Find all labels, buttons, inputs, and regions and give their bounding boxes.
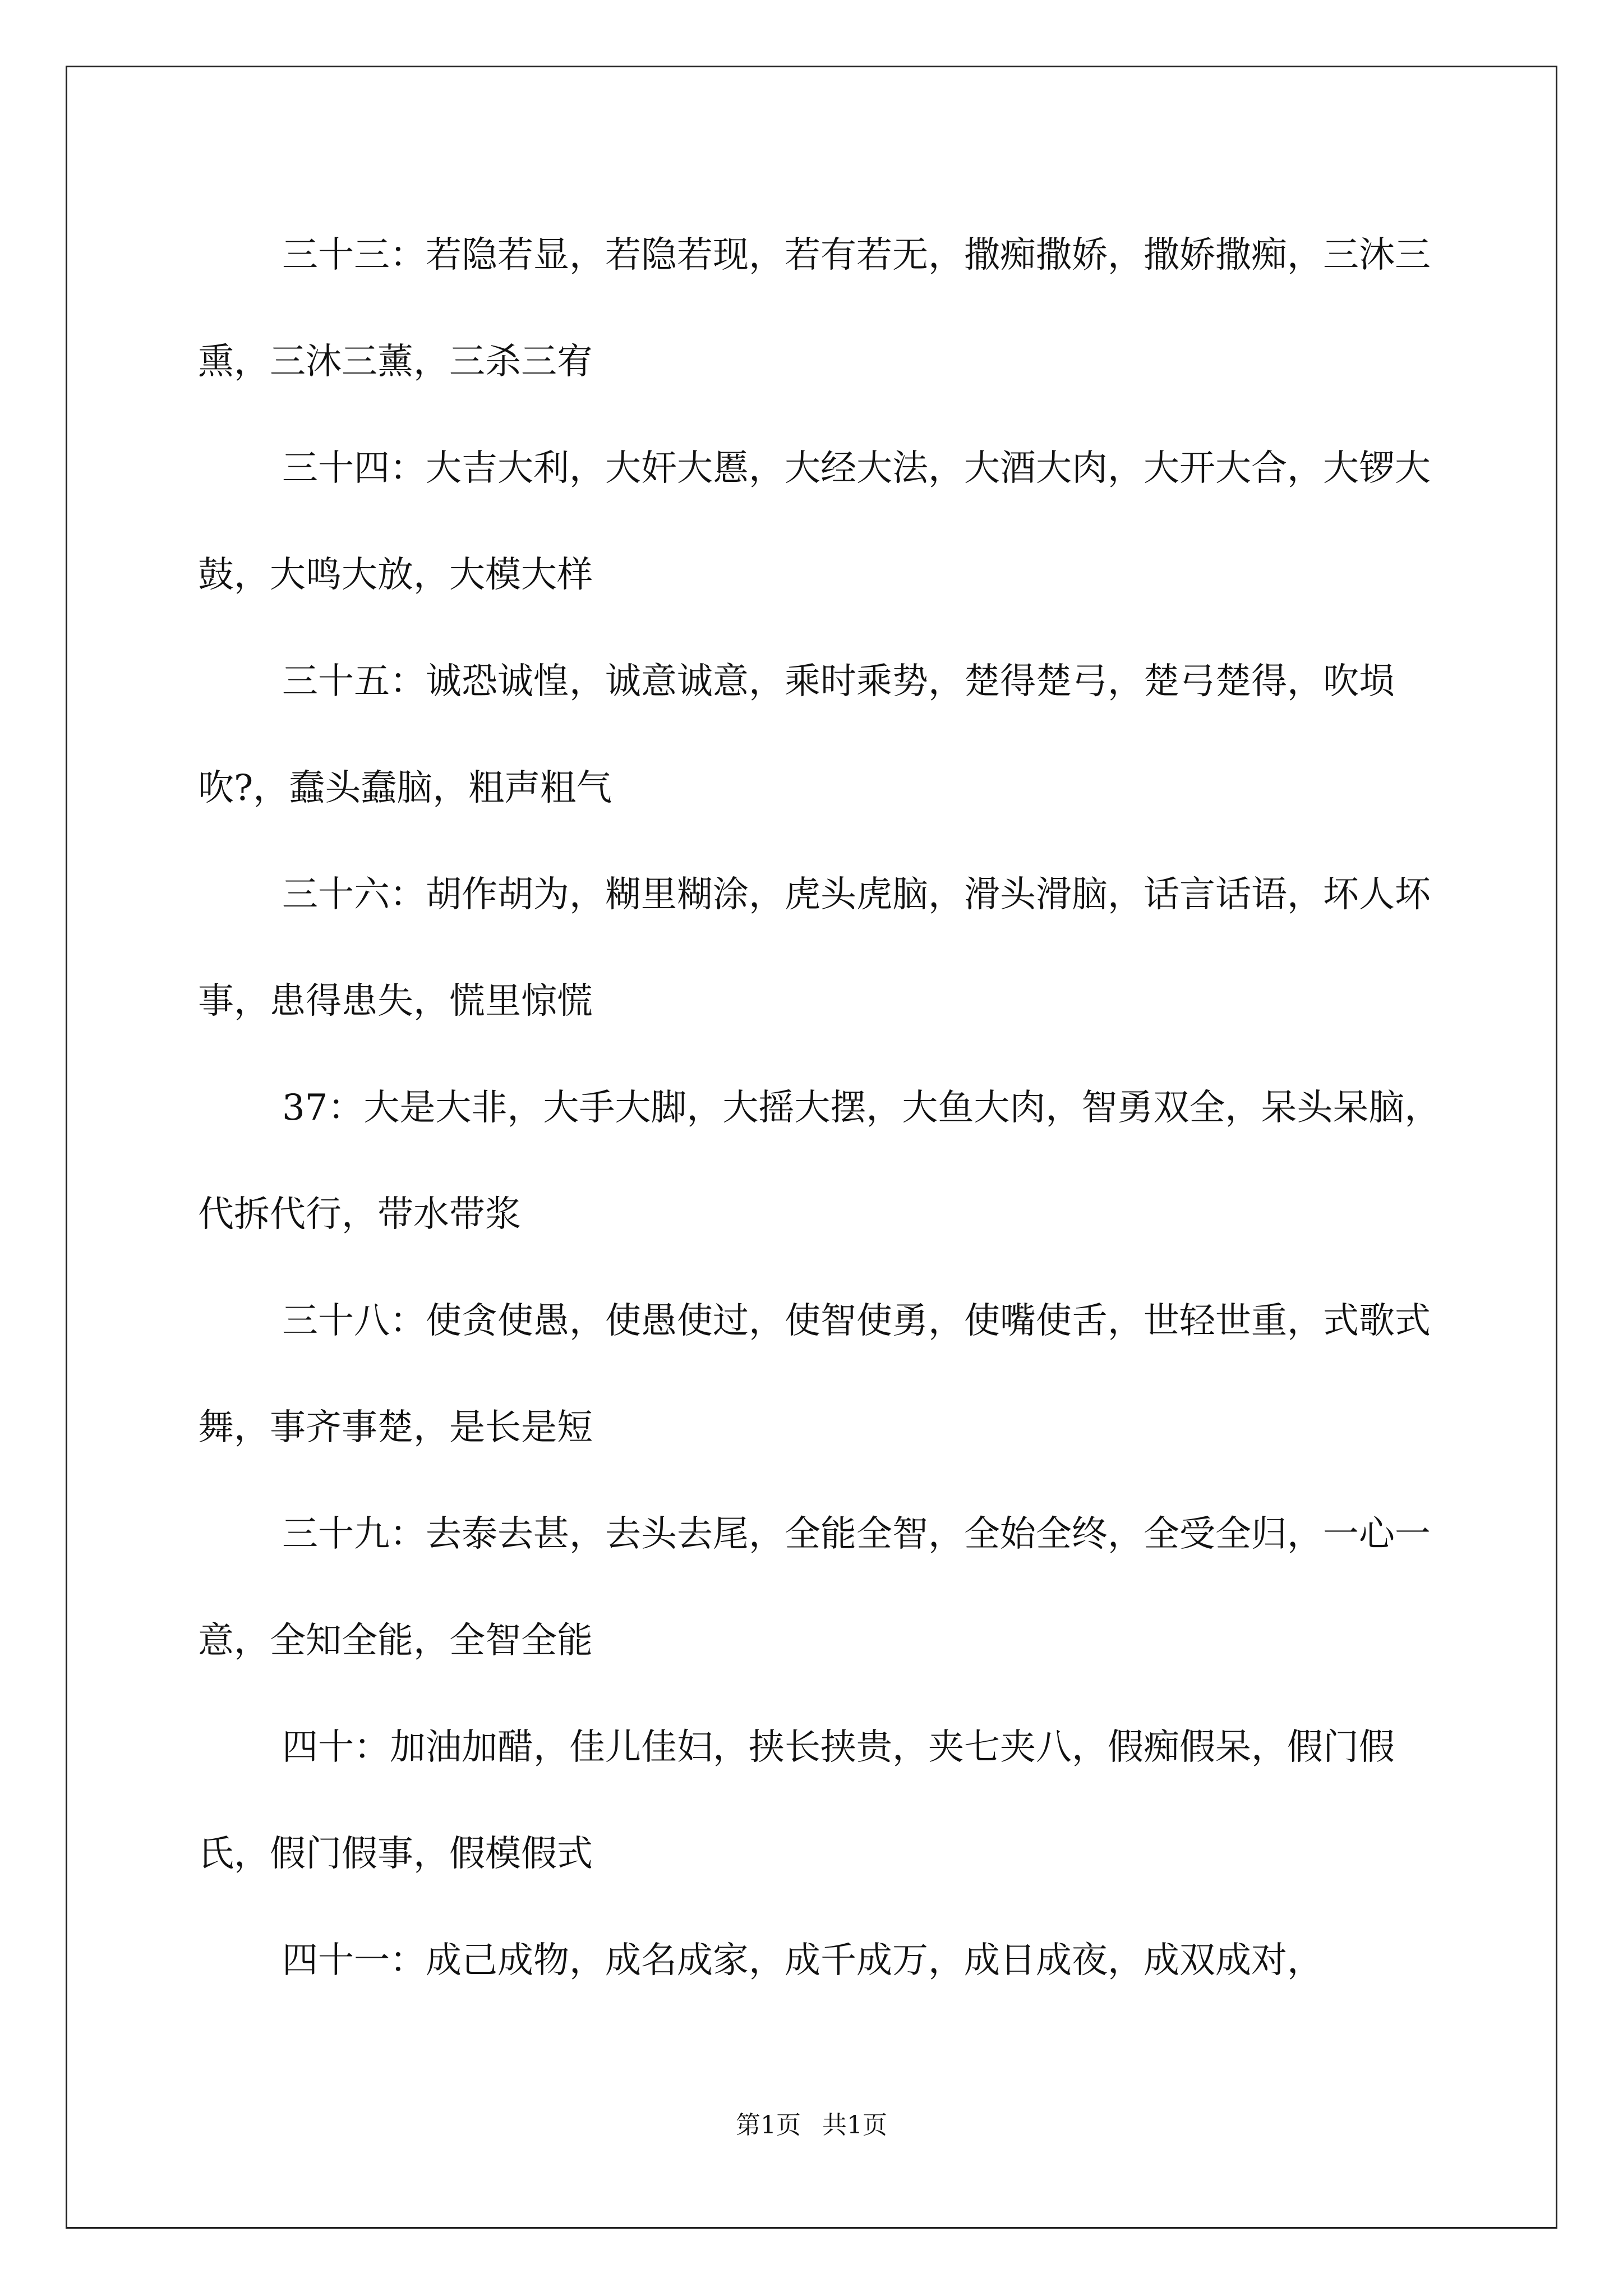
- paragraph-38: 三十八：使贪使愚，使愚使过，使智使勇，使嘴使舌，世轻世重，式歌式舞，事齐事楚，是长是短: [198, 1300, 1431, 1448]
- paragraph-39: 三十九：去泰去甚，去头去尾，全能全智，全始全终，全受全归，一心一意，全知全能，全智全能: [198, 1513, 1431, 1662]
- document-body: [198, 202, 1460, 2014]
- paragraph-34: 三十四：大吉大利，大奸大慝，大经大法，大酒大肉，大开大合，大锣大鼓，大鸣大放，大模大样: [198, 448, 1431, 596]
- paragraph-35: 三十五：诚恐诚惶，诚意诚意，乘时乘势，楚得楚弓，楚弓楚得，吹埙吹?，蠢头蠢脑，粗声粗气: [198, 661, 1395, 809]
- page-number: 第1页: [736, 2111, 801, 2139]
- paragraph-37: 37：大是大非，大手大脚，大摇大摆，大鱼大肉，智勇双全，呆头呆脑，代拆代行，带水带浆: [198, 1087, 1441, 1235]
- paragraph-36: 三十六：胡作胡为，糊里糊涂，虎头虎脑，滑头滑脑，话言话语，坏人坏事，患得患失，慌里惊慌: [198, 874, 1431, 1022]
- paragraph-40: 四十：加油加醋，佳儿佳妇，挟长挟贵，夹七夹八，假痴假呆，假门假氏，假门假事，假模假式: [198, 1727, 1395, 1875]
- page-footer: [0, 2105, 1623, 2141]
- paragraph-33: 三十三：若隐若显，若隐若现，若有若无，撒痴撒娇，撒娇撒痴，三沐三熏，三沐三薰，三杀三宥: [198, 234, 1431, 383]
- page-total: 共1页: [822, 2111, 887, 2139]
- paragraph-41: 四十一：成己成物，成名成家，成千成万，成日成夜，成双成对，: [282, 1940, 1323, 1981]
